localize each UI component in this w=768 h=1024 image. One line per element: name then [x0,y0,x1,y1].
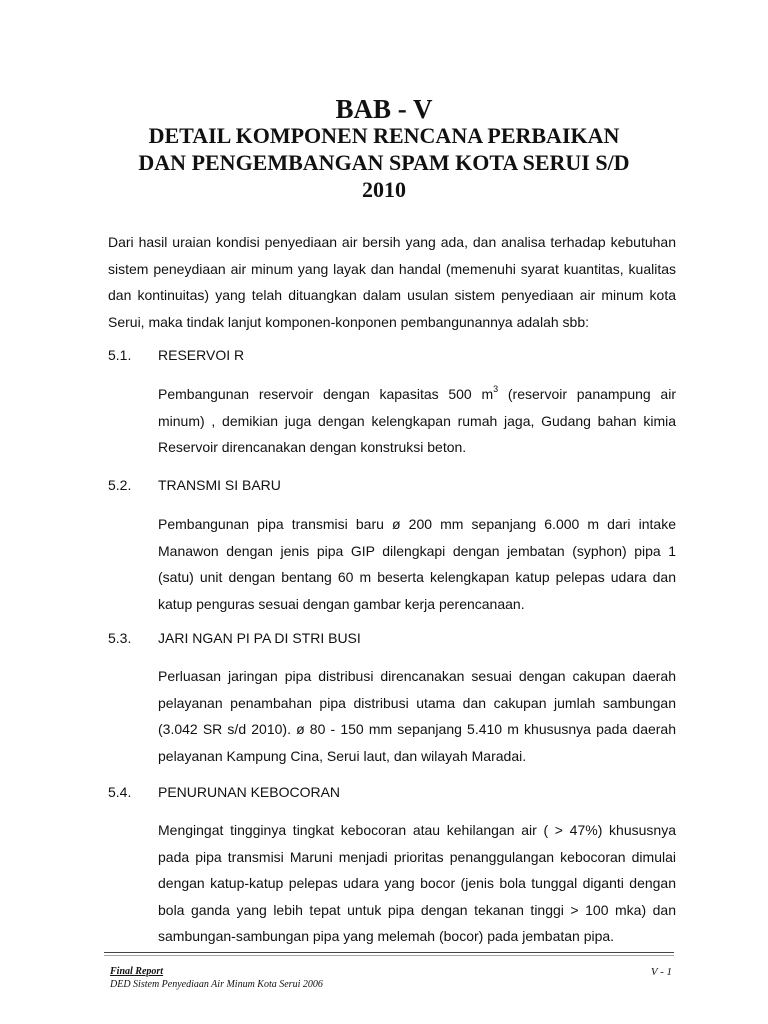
section-paragraph-5-1 [158,381,676,461]
section-title: RESERVOI R [158,347,245,363]
chapter-number: BAB - V [335,94,433,124]
paragraph-text: (reservoir panampung air minum) , demikian juga dengan kelengkapan rumah jaga, Gudang bahan kimia Reservoir direncanakan dengan konstruksi beton. [158,386,676,455]
footer-info [110,965,323,991]
section-number: 5.4. [108,784,132,800]
section-title: PENURUNAN KEBOCORAN [158,784,341,800]
section-number: 5.3. [108,630,132,646]
footer-subtitle: DED Sistem Penyediaan Air Minum Kota Serui 2006 [110,979,323,990]
section-heading-5-3 [108,628,668,648]
chapter-title-line-3: 2010 [362,177,406,202]
chapter-title-line-1: DETAIL KOMPONEN RENCANA PERBAIKAN [148,123,620,148]
section-paragraph-5-3: Perluasan jaringan pipa distribusi direncanakan sesuai dengan cakupan daerah pelayanan penambahan pipa distribusi utama dan cakupan jumlah sambungan (3.042 SR s/d 2010). ø 80 - 150 mm sepanjang 5.410 m khususnya pada daerah pelayanan Kampung Cina, Serui laut, dan wilayah Maradai. [158,668,676,764]
footer-divider [104,951,674,957]
page-number: V - 1 [650,966,672,978]
superscript: 3 [493,384,499,395]
section-heading-5-4 [108,782,668,802]
section-heading-5-2 [108,475,668,495]
section-heading-5-1 [108,345,668,365]
section-paragraph-5-2: Pembangunan pipa transmisi baru ø 200 mm sepanjang 6.000 m dari intake Manawon dengan jenis pipa GIP dilengkapi dengan jembatan (syphon) pipa 1 (satu) unit dengan bentang 60 m beserta kelengkapan katup pelepas udara dan katup penguras sesuai dengan gambar kerja perencanaan. [158,516,676,612]
section-title: TRANSMI SI BARU [158,477,281,493]
chapter-title [96,122,672,203]
paragraph-text: Pembangunan reservoir dengan kapasitas 500 m [158,386,494,402]
intro-paragraph: Dari hasil uraian kondisi penyediaan air bersih yang ada, dan analisa terhadap kebutuhan sistem peneydiaan air minum yang layak dan handal (memenuhi syarat kuantitas, kualitas dan kontinuitas) yang telah dituangkan dalam usulan sistem penyediaan air minum kota Serui, maka tindak lanjut komponen-konponen pembangunannya adalah sbb: [108,234,676,330]
footer-label: Final Report [110,966,164,977]
chapter-title-line-2: DAN PENGEMBANGAN SPAM KOTA SERUI S/D [138,150,630,175]
section-title: JARI NGAN PI PA DI STRI BUSI [158,630,361,646]
section-paragraph-5-4: Mengingat tingginya tingkat kebocoran atau kehilangan air ( > 47%) khususnya pada pipa transmisi Maruni menjadi prioritas penanggulangan kebocoran dimulai dengan katup-katup pelepas udara yang bocor (jenis bola tunggal diganti dengan bola ganda yang lebih tepat untuk pipa dengan tekanan tinggi > 100 mka) dan sambungan-sambungan pipa yang melemah (bocor) pada jembatan pipa. [158,822,676,944]
section-number: 5.1. [108,347,132,363]
section-number: 5.2. [108,477,132,493]
